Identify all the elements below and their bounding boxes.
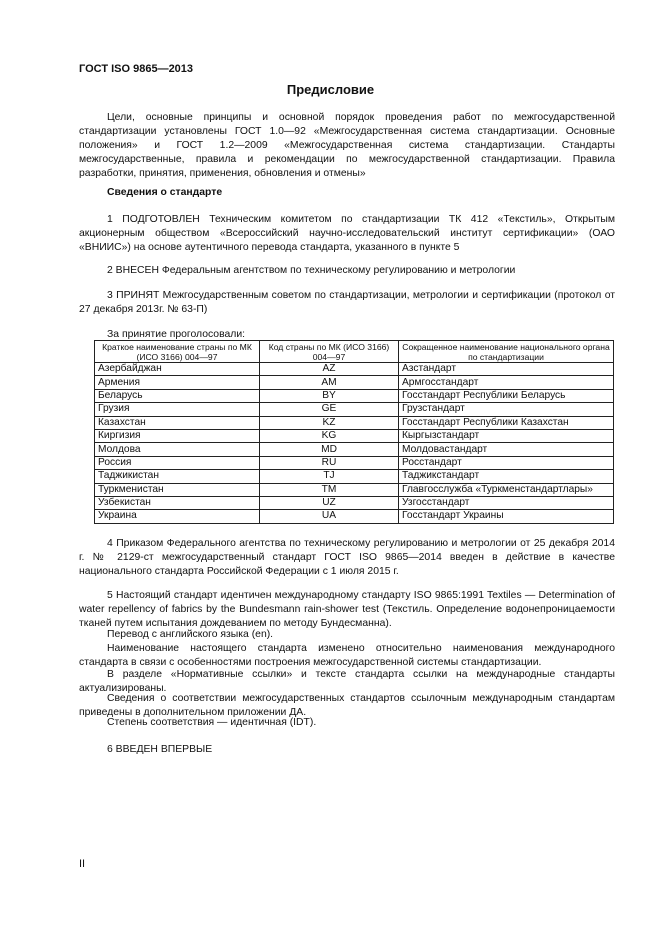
country-cell: Таджикистан <box>95 470 260 483</box>
table-row <box>95 389 614 402</box>
item-3: 3 ПРИНЯТ Межгосударственным советом по стандартизации, метрологии и сертификации (протокол от 27 декабря 2013г. № 63-П) <box>79 290 615 315</box>
page-number: II <box>79 858 86 870</box>
table-row <box>95 416 614 429</box>
column-header-code: Код страны по МК (ИСО 3166) 004—97 <box>260 341 399 363</box>
agency-cell: Молдовастандарт <box>399 443 614 456</box>
section-title: Сведения о стандарте <box>107 187 223 198</box>
code-cell: KG <box>260 429 399 442</box>
column-header-country: Краткое наименование страны по МК (ИСО 3166) 004—97 <box>95 341 260 363</box>
country-cell: Азербайджан <box>95 363 260 376</box>
item-5-references: В разделе «Нормативные ссылки» и тексте стандарта ссылки на международные стандарты актуализированы. <box>79 669 615 694</box>
table-row <box>95 363 614 376</box>
code-cell: UZ <box>260 496 399 509</box>
intro-paragraph: Цели, основные принципы и основной порядок проведения работ по межгосударственной стандартизации установлены ГОСТ 1.0—92 «Межгосударственная система стандартизации. Основные положения» и ГОСТ 1.2—2009 «Межгосударственная система стандартизации. Стандарты межгосударственные, правила и рекомендации по межгосударственной стандартизации. Правила разработки, принятия, применения, обновления и отмены» <box>79 112 615 179</box>
country-cell: Беларусь <box>95 389 260 402</box>
agency-cell: Росстандарт <box>399 456 614 469</box>
country-cell: Казахстан <box>95 416 260 429</box>
item-5-name-change: Наименование настоящего стандарта изменено относительно наименования международного стандарта в связи с особенностями построения межгосударственной системы стандартизации. <box>79 643 615 668</box>
agency-cell: Грузстандарт <box>399 403 614 416</box>
table-row <box>95 510 614 523</box>
country-cell: Туркменистан <box>95 483 260 496</box>
item-5-translation: Перевод с английского языка (en). <box>107 629 274 640</box>
code-cell: AM <box>260 376 399 389</box>
item-4: 4 Приказом Федерального агентства по техническому регулированию и метрологии от 25 декабря 2014 г. № 2129-ст межгосударственный стандарт ГОСТ ISO 9865—2014 введен в действие в качестве национального стандарта Российской Федерации с 1 июля 2015 г. <box>79 538 615 577</box>
code-cell: RU <box>260 456 399 469</box>
agency-cell: Армгосстандарт <box>399 376 614 389</box>
voting-table <box>94 340 614 524</box>
item-5: 5 Настоящий стандарт идентичен международному стандарту ISO 9865:1991 Textiles — Determination of water repellency of fabrics by the Bundesmann rain-shower test (Текстиль. Определение водонепроницаемости тканей путем испытания дождеванием по методу Бундесманна). <box>79 590 615 629</box>
agency-cell: Госстандарт Республики Казахстан <box>399 416 614 429</box>
agency-cell: Кыргызстандарт <box>399 429 614 442</box>
item-5-info: Сведения о соответствии межгосударственных стандартов ссылочным международным стандартам приведены в дополнительном приложении ДА. <box>79 693 615 718</box>
document-id: ГОСТ ISO 9865—2013 <box>79 63 194 75</box>
code-cell: KZ <box>260 416 399 429</box>
agency-cell: Госстандарт Республики Беларусь <box>399 389 614 402</box>
table-row <box>95 496 614 509</box>
code-cell: TM <box>260 483 399 496</box>
column-header-agency: Сокращенное наименование национального органа по стандартизации <box>399 341 614 363</box>
country-cell: Армения <box>95 376 260 389</box>
code-cell: GE <box>260 403 399 416</box>
item-1: 1 ПОДГОТОВЛЕН Техническим комитетом по стандартизации ТК 412 «Текстиль», Открытым акционерным обществом «Всероссийский научно-исследовательский институт сертификации» (ОАО «ВНИИС») на основе аутентичного перевода стандарта, указанного в пункте 5 <box>79 214 615 253</box>
agency-cell: Главгосслужба «Туркменстандартлары» <box>399 483 614 496</box>
code-cell: AZ <box>260 363 399 376</box>
country-cell: Россия <box>95 456 260 469</box>
item-6: 6 ВВЕДЕН ВПЕРВЫЕ <box>107 744 213 755</box>
code-cell: TJ <box>260 470 399 483</box>
table-row <box>95 376 614 389</box>
page-title: Предисловие <box>286 82 375 97</box>
table-row <box>95 443 614 456</box>
country-cell: Грузия <box>95 403 260 416</box>
table-row <box>95 483 614 496</box>
code-cell: MD <box>260 443 399 456</box>
country-cell: Украина <box>95 510 260 523</box>
country-cell: Киргизия <box>95 429 260 442</box>
table-row <box>95 429 614 442</box>
agency-cell: Узгосстандарт <box>399 496 614 509</box>
country-cell: Молдова <box>95 443 260 456</box>
code-cell: BY <box>260 389 399 402</box>
table-row <box>95 403 614 416</box>
country-cell: Узбекистан <box>95 496 260 509</box>
item-2: 2 ВНЕСЕН Федеральным агентством по техническому регулированию и метрологии <box>107 265 516 276</box>
code-cell: UA <box>260 510 399 523</box>
table-header-row <box>95 341 614 363</box>
item-5-degree: Степень соответствия — идентичная (IDT). <box>107 717 317 728</box>
table-row <box>95 456 614 469</box>
agency-cell: Таджикстандарт <box>399 470 614 483</box>
vote-label: За принятие проголосовали: <box>107 329 246 340</box>
table-row <box>95 470 614 483</box>
agency-cell: Госстандарт Украины <box>399 510 614 523</box>
agency-cell: Азстандарт <box>399 363 614 376</box>
